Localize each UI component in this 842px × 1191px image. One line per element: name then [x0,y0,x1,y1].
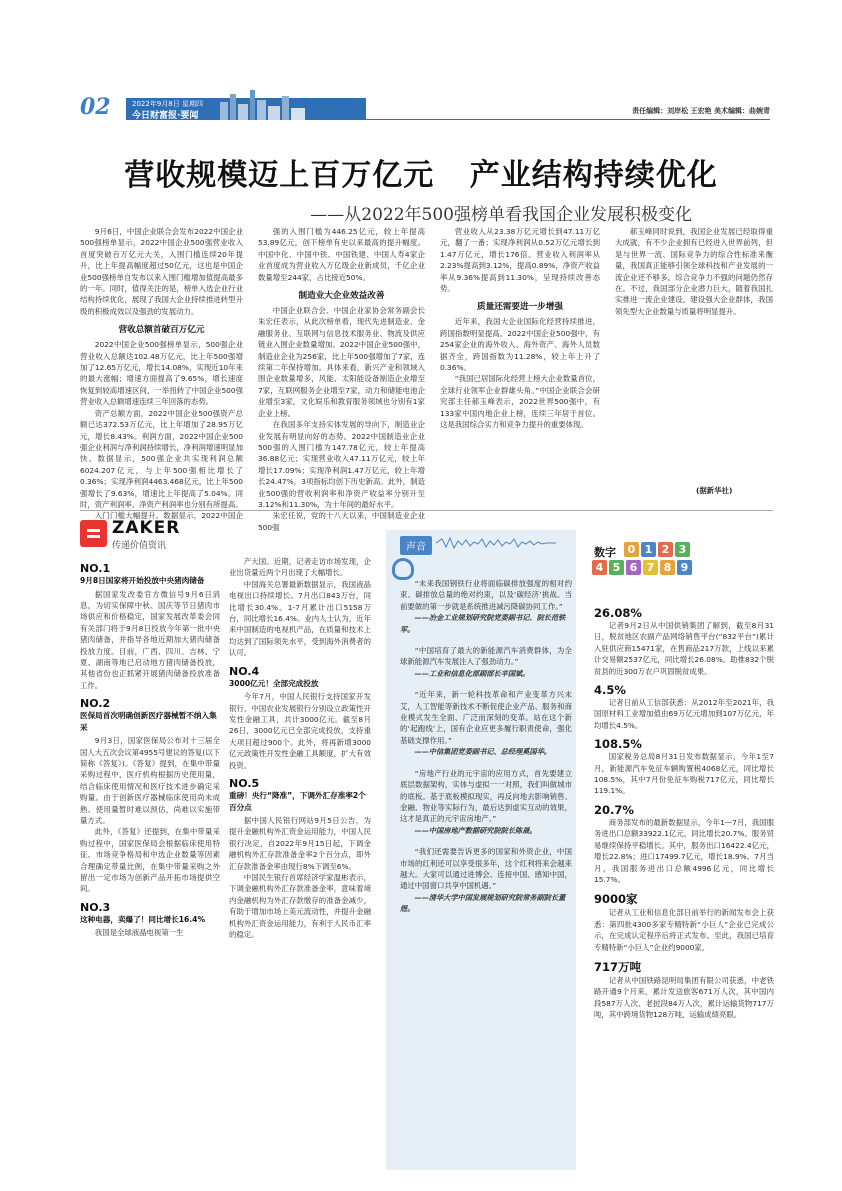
page-header [80,88,770,128]
digit-tile: 5 [609,560,624,575]
paragraph: 记者从中国铁路昆明局集团有限公司获悉，中老铁路开通9个月来，累计发送旅客671万人次，其中国内段587万人次、老挝段84万人次，累计运输货物717万吨，其中跨境货物128万吨，运输成绩亮眼。 [594,975,774,1020]
news-number: NO.2 [80,697,111,711]
quote: “房地产行业的元宇宙的应用方式，首先要建立底层数据架构，实体与虚拟一一对照，我们叫做城市的底板。基于底板模拟现实，再反向地去影响销售、金融、物业等实际行为，最后达到虚实互动的效果，这才是真正的元宇宙房地产。” [400,768,572,824]
news-title: 3000亿元！全部完成投放 [229,678,319,688]
big-number: 9000家 [594,892,638,907]
big-number: 20.7% [594,802,634,817]
zaker-tagline: 传递价值资讯 [112,541,167,551]
numbers-list [594,600,774,1021]
digit-tile: 9 [677,560,692,575]
news-column-1 [80,556,220,939]
quote: “中国培育了最大的新能源汽车消费群体，为全球新能源汽车发展注入了强劲动力。” [400,646,572,667]
paragraph: 近年来，我国大企业国际化经营持续推进，跨国指数明显提高。2022中国企业500强中，有254家企业的海外收入、海外资产、海外人员数据齐全，跨国指数为11.28%，较上年上升了0.36%。 [440,317,600,373]
paragraph: 据中国人民银行网站9月5日公告，为提升金融机构外汇资金运用能力，中国人民银行决定，自2022年9月15日起，下调金融机构外汇存款准备金率2个百分点，即外汇存款准备金率由现行8%下调至6%。 [229,816,371,871]
paragraph: 营业收入从23.38万亿元增长到47.11万亿元，翻了一番；实现净利润从0.52万亿元增长到1.47万亿元，增长176倍。营业收入利润率从2.23%提高到3.12%，提高0.89%，净资产收益率从9.36%提高到11.30%，呈现持续改善态势。 [440,227,600,294]
zaker-name: ZAKER [112,518,181,538]
paragraph: 今年7月，中国人民银行支持国家开发银行、中国农业发展银行分别设立政策性开发性金融工具，共计3000亿元。截至8月26日，3000亿元已全部完成投放，支持重大项目超过900个。此外，将再新增3000亿元政策性开发性金融工具额度，扩大有效投资。 [229,692,371,770]
digit-tile: 6 [626,560,641,575]
quote-attribution: ——工业和信息化部副部长辛国斌。 [414,668,530,678]
quote-attribution: ——清华大学中国发展规划研究院常务副院长董煜。 [400,892,566,914]
digit-tile: 4 [592,560,607,575]
article-column-3 [440,226,600,431]
ear-icon [392,558,414,580]
quotes-list [400,578,572,925]
big-number: 26.08% [594,606,642,620]
digit-tile: 1 [641,542,656,557]
digit-tile: 7 [643,560,658,575]
paragraph: 入门门槛大幅提升。数据显示，2022中国企 [94,511,243,521]
quote: “近年来，新一轮科技革命和产业变革方兴未艾，人工智能等新技术不断促使企业产品、服务和商业模式发生全面、广泛而深刻的变革。站在这个新的‘起跑线’上，国有企业应更多履行职责使命，强化基础支撑作用。” [400,690,572,745]
news-number: NO.3 [80,900,111,914]
digit-row-2 [592,560,692,575]
paragraph: 记者9月2日从中国供销集团了解到，截至8月31日，脱贫地区农副产品网络销售平台(“832平台”)累计入驻供应商15471家，在售商品217万款，上线以来累计交易额2537亿元，同比增长26.08%。助推832个脱贫县的近300万农户巩固脱贫成果。 [594,621,774,676]
header-rule [366,119,770,120]
paragraph: 记者日前从工信部获悉：从2012年至2021年，我国原材料工业增加值由69万亿元增加到107万亿元，年均增长4.5%。 [594,698,774,730]
news-number: NO.1 [80,562,111,575]
page-number: 02 [80,94,111,120]
digit-tile: 3 [675,542,690,557]
voices-heading: 声音 [400,536,432,555]
section-divider [80,510,773,511]
quote-attribution: ——中信集团党委副书记、总经理奚国华。 [414,747,551,757]
quote: “我们还需要告诉更多的国家和外资企业，中国市场的红利还可以享受很多年，这个红利将来会越来越大。大家可以通过进博会、连接中国、感知中国，通过中国窗口共享中国机遇。” [400,847,572,891]
paragraph: 中国海关总署最新数据显示，我国液晶电视出口持续增长。7月出口843万台，同比增长30.4%。1-7月累计出口5158万台，同比增长16.4%。业内人士认为，近年来中国制造的电视机产品，在质量和技术上均达到了国际领先水平，受到海外消费者的认可。 [229,579,371,658]
paragraph: 资产总额方面，2022中国企业500强资产总额已达372.53万亿元，比上年增加了28.95万亿元，增长8.43%。利润方面，2022中国企业500强企业利润与净利润持续增长，净利润增速明显加快。数据显示，500强企业共实现利润总额6024.207亿元，与上年500强相比增长了0.36%；实现净利润4463.468亿元，比上年500强增长了9.63%，增速比上年提高了5.04%。同时，资产利润率、净资产利润率也分别有所提高。 [80,408,243,509]
quote: “未来我国钢铁行业将面临碳排放强度的相对约束、碳排放总量的绝对约束，以及‘碳经济’挑战。当前要做的第一步就是系统推进减污降碳协同工作。” [400,579,572,611]
skyline-illustration [200,88,370,120]
article-column-2 [258,226,425,533]
big-number: 4.5% [594,683,626,698]
digit-tile: 0 [624,542,639,557]
headline: 营收规模迈上百万亿元 产业结构持续优化 [124,158,718,193]
voices-panel [386,530,576,1170]
article-column-1 [80,226,243,533]
paragraph: 朱宏任说，党的十八大以来，中国制造业企业500强 [258,511,425,532]
paragraph: 中国民生银行首席经济学家温彬表示，下调金融机构外汇存款准备金率，意味着境内金融机构为外汇存款缴存的准备金减少，有助于增加市场上美元流动性，并提升金融机构外汇资金运用能力，有利于人民币汇率的稳定。 [229,873,371,940]
quote-attribution: ——中国房地产数据研究院院长陈晟。 [414,825,537,835]
sub-headline: ——从2022年500强榜单看我国企业发展积极变化 [310,205,692,225]
numbers-heading: 数字 [594,546,616,559]
news-title: 重磅！央行“降准”，下调外汇存准率2个百分点 [229,791,366,812]
news-number: NO.5 [229,777,260,790]
big-number: 108.5% [594,737,642,752]
news-title: 医保局首次明确创新医疗器械暂不纳入集采 [80,711,217,732]
digit-tile: 8 [660,560,675,575]
section-heading: 营收总额首破百万亿元 [118,325,205,336]
issue-date: 2022年9月8日 星期四 [132,100,203,108]
section-heading: 质量还需要进一步增强 [477,302,563,313]
paragraph: “我国已居国际化经营上榜大企业数量首位，全球行业领军企业群雄头角。”中国企业联合会研究部主任郝玉峰表示，2022世界500强中，有133家中国内地企业上榜，连续三年居于首位。这是我国综合实力和竞争力提升的重要体现。 [440,374,600,430]
paragraph: 强的入围门槛为446.25亿元，较上年提高53.89亿元，创下榜单有史以来最高的提升幅度。中国中化、中国中铁、中国铁建、中国人寿4家企业首度成为营业收入万亿级企业新成员，千亿企业数量增至244家，占比接近50%。 [258,227,425,282]
quote-attribution: ——冶金工业规划研究院党委副书记、院长范铁军。 [400,613,566,634]
news-title: 9月8日国家将开始投放中央猪肉储备 [80,576,205,585]
paragraph: 9月3日，国家医保局公布对十三届全国人大五次会议第4955号建议的答复(以下简称《答复》)。《答复》提到，在集中带量采购过程中，医疗机构根据历史使用量，结合临床使用情况和医疗技术进步确定采购量。由于创新医疗器械临床使用尚未成熟、使用量暂时难以预估，尚难以实施带量方式。 [80,736,220,825]
paragraph: 产大国。近期，记者走访市场发现，企业出货量近两个月出现了大幅增长。 [229,557,371,578]
big-number: 717万吨 [594,959,642,974]
paragraph: 郝玉峰同时说到，我国企业发展已经取得重大成就，有不少企业拥有已经进入世界前列，但是与世界一流、国际竞争力的综合性标准来衡量，我国真正能够引领全球科技和产业发展的一流企业还不够多，综合竞争力不强的问题仍然存在。不过，我国部分企业潜力巨大，随着我国扎实推进一流企业建设，建设强大企业群体，我国领先型大企业数量与质量将明显提升。 [615,227,773,316]
zaker-logo-icon [80,520,107,547]
news-column-2 [229,556,371,940]
source-credit: (据新华社) [696,486,733,495]
paragraph: 中国企业联合会、中国企业家协会常务副会长朱宏任表示，从此次榜单看，现代先进制造业、金融服务业、互联网与信息技术服务业、物流及供应链业入围企业数量增加。2022中国企业500强中，制造业企业为256家，比上年500强增加了7家，连续第二年保持增加。具体来看，新兴产业和领域入围企业数量增多，风能、太阳能设备制造企业增至7家，互联网服务企业增至7家，动力和储能电池企业增至3家，文化娱乐和教育服务领域也分别有1家企业上榜。 [258,306,425,418]
section-heading: 制造业大企业效益改善 [298,291,385,302]
paragraph: 2022中国企业500强榜单显示，500强企业营业收入总额达102.48万亿元，比上年500强增加了12.65万亿元，增长14.08%，实现近10年来的最大涨幅；增速方面提高了9.65%，增长速度恢复到较高增速区间，一举扭转了中国企业500强营业收入总额增速连续三年回落的态势。 [80,340,243,407]
paragraph: 在我国多年支持实体发展的导向下，制造业企业发展有明显向好的态势。2022中国制造业企业500强的入围门槛为147.78亿元，较上年提高36.88亿元；实现营业收入47.11万亿元，较上年增长17.09%；实现净利润1.47万亿元，较上年增长24.47%，3项指标均创下历史新高。此外，制造业500强的营收利润率和净资产收益率分别升至3.12%和11.30%，为十年间的最好水平。 [258,420,425,509]
paragraph: 此外，《答复》还提到，在集中带量采购过程中，国家医保局会根据临床使用特征、市场竞争格局和中选企业数量等因素合理确定带量比例，在集中带量采购之外留出一定市场为创新产品开拓市场提供空间。 [80,827,220,894]
paragraph: 9月6日，中国企业联合会发布2022中国企业500强榜单显示，2022中国企业500强营业收入首度突破百万亿元大关，入围门槛连续20年提升，比上年提高幅度超过50亿元，这也是中国企业500强榜单自发布以来入围门槛增加值提高最多的一年。同时，值得关注的是，榜单入选企业行业结构持续优化，展现了我国大企业持续推进转型升级的积极成效以及强劲的发展动力。 [80,227,243,316]
paragraph: 据国家发改委官方微信号9月6日消息，为切实保障中秋、国庆等节日猪肉市场供应和价格稳定，国家发展改革委会同有关部门将于9月8日投放今年第一批中央猪肉储备，并指导各地近期加大猪肉储备投放力度。目前，广西、四川、吉林、宁夏、湖南等地已启动地方猪肉储备投放，其他省份也正抓紧开展猪肉储备投放准备工作。 [80,589,220,690]
sound-wave-icon [436,536,556,550]
editor-credits: 责任编辑：刘岸松 王宏艳 美术编辑：曲婉青 [632,107,770,115]
paragraph: 我国是全球液晶电视第一生 [94,928,184,938]
paragraph: 国家税务总局8月31日发布数据显示，今年1至7月，新能源汽车免征车辆购置税4068亿元，同比增长108.5%，其中7月份免征车购税717亿元，同比增长119.1%。 [594,752,774,796]
section-name: 今日财富报·要闻 [132,111,199,121]
paragraph: 记者从工业和信息化部日前举行的新闻发布会上获悉：第四批4300多家专精特新“小巨人”企业已完成公示，在完成认定程序后将正式发布。至此，我国已培育专精特新“小巨人”企业约9000家。 [594,908,774,952]
digit-row-1 [624,542,690,557]
news-title: 这种电器，卖爆了！同比增长16.4% [80,914,206,924]
zaker-brand [80,518,230,551]
digit-tile: 2 [658,542,673,557]
article-column-4 [615,226,773,317]
paragraph: 商务部发布的最新数据显示，今年1—7月，我国服务进出口总额33922.1亿元，同比增长20.7%。服务贸易继续保持平稳增长。其中，服务出口16422.4亿元，增长22.8%；进口17499.7亿元，增长18.9%。7月当月，我国服务进出口总额4996亿元，同比增长15.7%。 [594,817,774,884]
news-number: NO.4 [229,664,260,678]
